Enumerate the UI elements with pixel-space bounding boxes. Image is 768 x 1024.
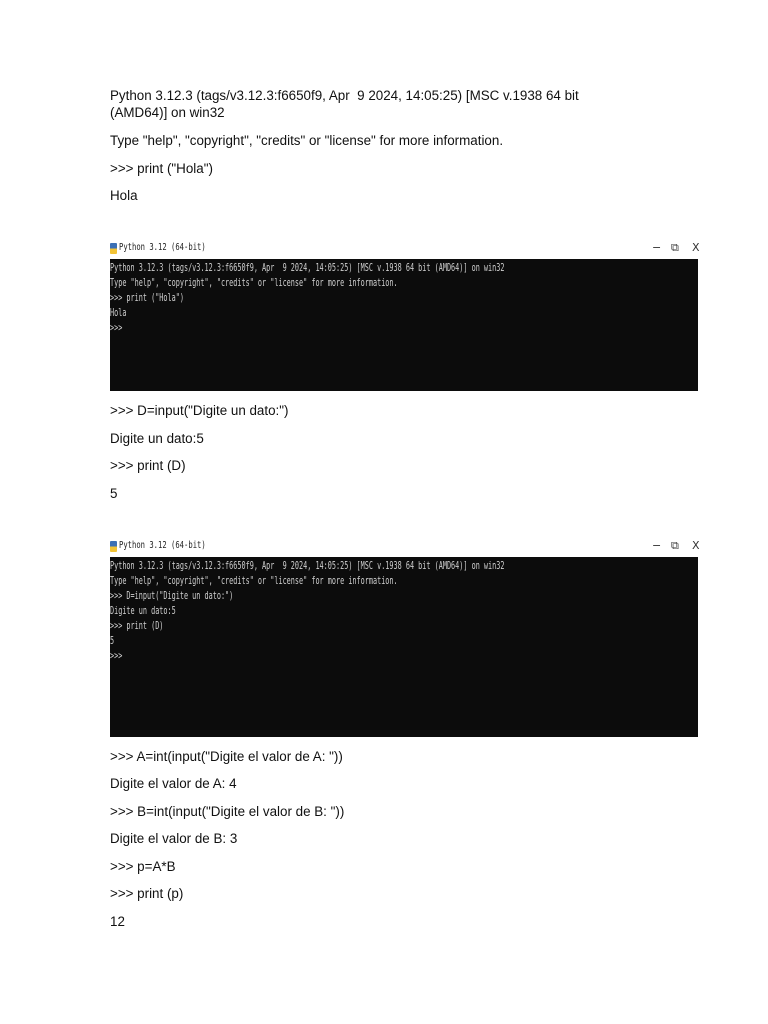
command-print-p: >>> print (p) [110,886,184,901]
output-dato: Digite un dato:5 [110,431,204,446]
console-line: Python 3.12.3 (tags/v3.12.3:f6650f9, Apr 9 2024, 14:05:25) [MSC v.1938 64 bit (AMD64)] on win32 [110,560,505,572]
python-banner-text: Python 3.12.3 (tags/v3.12.3:f6650f9, Apr 9 2024, 14:05:25) [MSC v.1938 64 bit (AMD64)] on win32 [110,88,583,120]
console-output [110,259,698,391]
window-title: Python 3.12 (64-bit) [119,540,206,551]
restore-icon[interactable]: ⧉ [671,241,679,254]
console-screenshot-2 [110,539,698,737]
command-input-b: >>> B=int(input("Digite el valor de B: ")) [110,804,345,819]
console-line: Python 3.12.3 (tags/v3.12.3:f6650f9, Apr 9 2024, 14:05:25) [MSC v.1938 64 bit (AMD64)] on win32 [110,262,505,274]
command-print-hola: >>> print ("Hola") [110,161,213,176]
console-screenshot-1 [110,241,698,391]
window-title: Python 3.12 (64-bit) [119,242,206,253]
output-a: Digite el valor de A: 4 [110,776,237,791]
console-line: 5 [110,635,115,647]
output-b: Digite el valor de B: 3 [110,831,238,846]
python-icon [110,541,117,552]
console-line: >>> [110,322,123,334]
window-titlebar [110,539,698,557]
console-line: >>> print ("Hola") [110,292,184,304]
command-multiply: >>> p=A*B [110,859,176,874]
console-line: Type "help", "copyright", "credits" or "license" for more information. [110,575,398,587]
output-hola: Hola [110,188,138,203]
close-icon[interactable]: X [692,539,700,552]
minimize-icon[interactable]: − [652,539,662,552]
close-icon[interactable]: X [692,241,700,254]
python-icon [110,243,117,254]
window-titlebar [110,241,698,259]
minimize-icon[interactable]: − [652,241,662,254]
console-output [110,557,698,737]
restore-icon[interactable]: ⧉ [671,539,679,552]
console-line: >>> D=input("Digite un dato:") [110,590,234,602]
console-line: Digite un dato:5 [110,605,176,617]
command-input-a: >>> A=int(input("Digite el valor de A: ")) [110,749,343,764]
console-line: >>> [110,650,123,662]
info-text: Type "help", "copyright", "credits" or "license" for more information. [110,133,504,148]
console-line: Hola [110,307,127,319]
output-d: 5 [110,486,118,501]
console-line: >>> print (D) [110,620,164,632]
command-input-dato: >>> D=input("Digite un dato:") [110,403,289,418]
output-p: 12 [110,914,125,929]
console-line: Type "help", "copyright", "credits" or "license" for more information. [110,277,398,289]
command-print-d: >>> print (D) [110,458,186,473]
